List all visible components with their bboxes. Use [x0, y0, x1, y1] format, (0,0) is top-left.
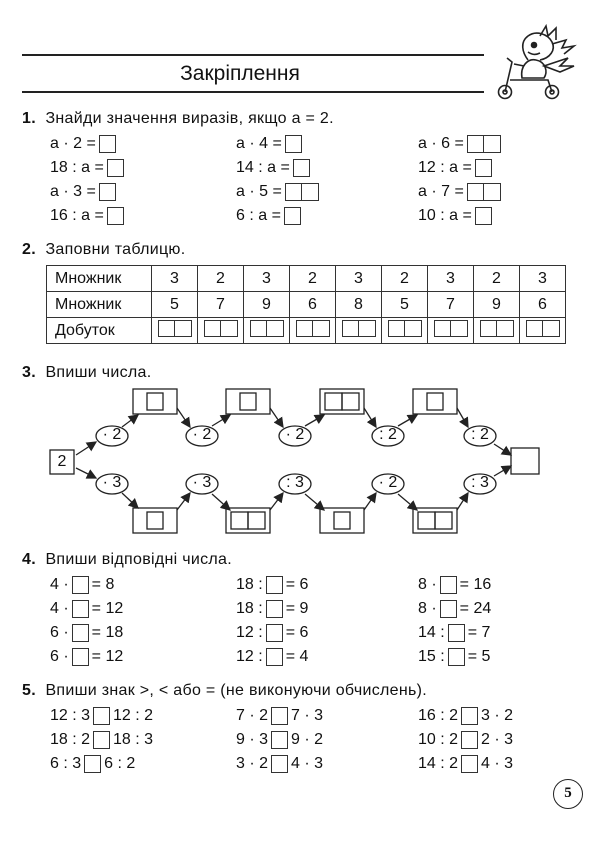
- answer-cell[interactable]: [428, 318, 474, 344]
- operation-label: · 3: [192, 474, 212, 491]
- answer-box[interactable]: [72, 624, 89, 642]
- expression-text: а · 2 =: [50, 135, 96, 152]
- expression-left: 4 ·: [50, 576, 69, 593]
- expression-right: = 5: [467, 648, 491, 665]
- task2-number: 2.: [22, 241, 36, 258]
- expression-left: 18 :: [236, 600, 263, 617]
- expression: [418, 600, 491, 618]
- expression-left: 15 :: [418, 648, 445, 665]
- sign-box[interactable]: [93, 731, 110, 749]
- expression-left: 6 ·: [50, 624, 69, 641]
- expression-text: 6 : а =: [236, 207, 281, 224]
- answer-box[interactable]: [231, 512, 248, 529]
- flow-arrow: [494, 444, 511, 455]
- page-title: Закріплення: [180, 62, 300, 85]
- flow-arrow: [305, 494, 324, 510]
- comparison: [50, 707, 153, 725]
- operation-label: : 2: [379, 426, 397, 443]
- comparison: [50, 731, 153, 749]
- answer-box[interactable]: [99, 135, 116, 153]
- task3-number: 3.: [22, 364, 36, 381]
- expression-right: = 6: [285, 576, 309, 593]
- expression: [50, 648, 123, 666]
- expression-right: = 6: [285, 624, 309, 641]
- answer-frame: [133, 508, 177, 533]
- answer-box[interactable]: [266, 600, 283, 618]
- answer-box[interactable]: [99, 183, 116, 201]
- answer-box[interactable]: [240, 393, 256, 410]
- table-cell: 5: [382, 292, 428, 318]
- answer-cell[interactable]: [520, 318, 566, 344]
- table-cell: 2: [198, 266, 244, 292]
- expression-left: 8 ·: [418, 576, 437, 593]
- table-cell: 8: [336, 292, 382, 318]
- flow-arrow: [212, 415, 230, 426]
- page-number: 5: [553, 779, 583, 809]
- table-cell: 2: [474, 266, 520, 292]
- sign-box[interactable]: [84, 755, 101, 773]
- answer-box[interactable]: [427, 393, 443, 410]
- expression: [418, 624, 490, 642]
- comparison-left: 14 : 2: [418, 755, 459, 772]
- answer-box[interactable]: [72, 600, 89, 618]
- table-cell: 3: [520, 266, 566, 292]
- flow-arrow: [457, 493, 468, 510]
- expression: [236, 648, 308, 666]
- flow-arrow: [177, 408, 190, 427]
- flow-arrow: [457, 408, 468, 427]
- comparison-left: 10 : 2: [418, 731, 459, 748]
- answer-box[interactable]: [448, 624, 465, 642]
- expression: [236, 576, 308, 594]
- answer-frame: [320, 389, 364, 414]
- answer-box[interactable]: [440, 576, 457, 594]
- answer-box[interactable]: [248, 512, 265, 529]
- comparison-right: 4 · 3: [291, 755, 324, 772]
- expression-text: а · 5 =: [236, 183, 282, 200]
- answer-cell[interactable]: [474, 318, 520, 344]
- table-cell: 3: [428, 266, 474, 292]
- flow-arrow: [212, 494, 230, 510]
- answer-box[interactable]: [147, 393, 163, 410]
- flow-arrow: [177, 493, 190, 510]
- expression: [418, 648, 490, 666]
- expression: [418, 135, 504, 153]
- expression: [50, 600, 123, 618]
- expression-text: 12 : а =: [418, 159, 472, 176]
- expression-text: а · 4 =: [236, 135, 282, 152]
- answer-box[interactable]: [285, 183, 319, 201]
- table-cell: 2: [382, 266, 428, 292]
- expression-text: 14 : а =: [236, 159, 290, 176]
- answer-frame: [413, 389, 457, 414]
- comparison-right: 6 : 2: [104, 755, 136, 772]
- expression-right: = 12: [91, 648, 124, 665]
- expression-right: = 7: [467, 624, 491, 641]
- table-cell: 2: [290, 266, 336, 292]
- flow-arrow: [270, 493, 283, 510]
- answer-frame: [320, 508, 364, 533]
- table-cell: 3: [244, 266, 290, 292]
- flow-arrow: [270, 408, 283, 427]
- answer-box[interactable]: [475, 159, 492, 177]
- expression: [236, 624, 308, 642]
- row-label: Множник: [47, 266, 152, 292]
- answer-cell[interactable]: [244, 318, 290, 344]
- answer-box[interactable]: [266, 624, 283, 642]
- comparison: [418, 731, 513, 749]
- answer-box[interactable]: [448, 648, 465, 666]
- answer-cell[interactable]: [152, 318, 198, 344]
- row-label: Множник: [47, 292, 152, 318]
- expression: [418, 576, 491, 594]
- sign-box[interactable]: [271, 707, 288, 725]
- expression-right: = 8: [91, 576, 115, 593]
- expression-left: 6 ·: [50, 648, 69, 665]
- task5-instruction: [22, 682, 427, 700]
- result-box[interactable]: [511, 448, 539, 474]
- expression: [50, 183, 119, 201]
- task3-instruction: [22, 364, 152, 382]
- operation-label: · 2: [102, 426, 122, 443]
- task3-text: Впиши числа.: [45, 364, 152, 381]
- expression: [50, 624, 123, 642]
- expression-text: а · 6 =: [418, 135, 464, 152]
- comparison-left: 18 : 2: [50, 731, 91, 748]
- task2-text: Заповни таблицю.: [45, 241, 186, 258]
- comparison-left: 16 : 2: [418, 707, 459, 724]
- header-rule-bottom: [22, 91, 484, 93]
- expression-right: = 9: [285, 600, 309, 617]
- expression: [50, 576, 114, 594]
- expression-left: 8 ·: [418, 600, 437, 617]
- comparison-right: 12 : 2: [113, 707, 154, 724]
- answer-box[interactable]: [467, 135, 501, 153]
- expression-left: 18 :: [236, 576, 263, 593]
- task4-instruction: [22, 551, 232, 569]
- answer-cell[interactable]: [290, 318, 336, 344]
- answer-box[interactable]: [435, 512, 452, 529]
- sign-box[interactable]: [93, 707, 110, 725]
- comparison: [418, 755, 513, 773]
- table-row: [47, 318, 566, 344]
- comparison: [236, 755, 323, 773]
- answer-frame: [133, 389, 177, 414]
- expression: [236, 600, 308, 618]
- answer-box[interactable]: [285, 135, 302, 153]
- expression-text: 18 : а =: [50, 159, 104, 176]
- answer-frame: [226, 389, 270, 414]
- flow-arrow: [122, 493, 138, 508]
- answer-box[interactable]: [107, 207, 124, 225]
- comparison-left: 12 : 3: [50, 707, 91, 724]
- task1-number: 1.: [22, 110, 36, 127]
- expression-right: = 12: [91, 600, 124, 617]
- task4-number: 4.: [22, 551, 36, 568]
- answer-box[interactable]: [147, 512, 163, 529]
- expression: [418, 183, 504, 201]
- task1-text: Знайди значення виразів, якщо а = 2.: [45, 110, 334, 127]
- answer-box[interactable]: [440, 600, 457, 618]
- table-row: [47, 292, 566, 318]
- expression: [236, 135, 305, 153]
- comparison-left: 3 · 2: [236, 755, 269, 772]
- table-cell: 6: [520, 292, 566, 318]
- answer-box[interactable]: [467, 183, 501, 201]
- answer-box[interactable]: [342, 393, 359, 410]
- answer-box[interactable]: [72, 576, 89, 594]
- sign-box[interactable]: [461, 755, 478, 773]
- expression: [50, 159, 127, 177]
- comparison: [418, 707, 513, 725]
- row-label: Добуток: [47, 318, 152, 344]
- sign-box[interactable]: [271, 755, 288, 773]
- answer-box[interactable]: [266, 648, 283, 666]
- table-cell: 3: [152, 266, 198, 292]
- operation-label: : 3: [286, 474, 304, 491]
- comparison-right: 7 · 3: [291, 707, 324, 724]
- answer-box[interactable]: [107, 159, 124, 177]
- expression-left: 12 :: [236, 624, 263, 641]
- answer-box[interactable]: [284, 207, 301, 225]
- answer-box[interactable]: [334, 512, 350, 529]
- expression-right: = 16: [459, 576, 492, 593]
- task4-text: Впиши відповідні числа.: [45, 551, 232, 568]
- expression: [50, 207, 127, 225]
- multiplication-table: [46, 265, 566, 344]
- answer-box[interactable]: [418, 512, 435, 529]
- expression-text: 16 : а =: [50, 207, 104, 224]
- flow-arrow: [305, 415, 324, 426]
- answer-box[interactable]: [475, 207, 492, 225]
- comparison-left: 7 · 2: [236, 707, 269, 724]
- answer-box[interactable]: [325, 393, 342, 410]
- expression-text: а · 3 =: [50, 183, 96, 200]
- sign-box[interactable]: [271, 731, 288, 749]
- answer-cell[interactable]: [198, 318, 244, 344]
- sign-box[interactable]: [461, 707, 478, 725]
- comparison-right: 4 · 3: [481, 755, 514, 772]
- answer-frame: [226, 508, 270, 533]
- comparison-left: 9 · 3: [236, 731, 269, 748]
- expression: [418, 159, 495, 177]
- answer-cell[interactable]: [382, 318, 428, 344]
- comparison: [236, 707, 323, 725]
- operation-label: · 2: [378, 474, 398, 491]
- sign-box[interactable]: [461, 731, 478, 749]
- expression-right: = 4: [285, 648, 309, 665]
- expression-left: 14 :: [418, 624, 445, 641]
- answer-cell[interactable]: [336, 318, 382, 344]
- expression-right: = 24: [459, 600, 492, 617]
- flow-arrow: [364, 493, 376, 510]
- answer-box[interactable]: [266, 576, 283, 594]
- operation-label: · 3: [102, 474, 122, 491]
- table-cell: 9: [474, 292, 520, 318]
- operation-label: · 2: [285, 426, 305, 443]
- comparison-right: 18 : 3: [113, 731, 154, 748]
- expression: [236, 207, 304, 225]
- flow-arrow: [364, 408, 376, 427]
- answer-frame: [413, 508, 457, 533]
- comparison-right: 9 · 2: [291, 731, 324, 748]
- operation-label: : 3: [471, 474, 489, 491]
- answer-box[interactable]: [293, 159, 310, 177]
- expression-right: = 18: [91, 624, 124, 641]
- expression: [236, 183, 322, 201]
- table-cell: 7: [198, 292, 244, 318]
- operation-label: : 2: [471, 426, 489, 443]
- answer-box[interactable]: [72, 648, 89, 666]
- table-cell: 7: [428, 292, 474, 318]
- header-rule-top: [22, 54, 484, 56]
- task5-number: 5.: [22, 682, 36, 699]
- task2-instruction: [22, 241, 185, 259]
- expression-text: 10 : а =: [418, 207, 472, 224]
- expression: [50, 135, 119, 153]
- comparison-left: 6 : 3: [50, 755, 82, 772]
- table-cell: 3: [336, 266, 382, 292]
- task5-text: Впиши знак >, < або = (не виконуючи обчислень).: [45, 682, 427, 699]
- start-number: 2: [57, 453, 67, 470]
- comparison: [50, 755, 135, 773]
- flow-arrow: [398, 494, 417, 510]
- table-row: [47, 266, 566, 292]
- table-cell: 9: [244, 292, 290, 318]
- table-cell: 6: [290, 292, 336, 318]
- expression-text: а · 7 =: [418, 183, 464, 200]
- flow-arrow: [398, 415, 417, 426]
- comparison-right: 2 · 3: [481, 731, 514, 748]
- expression: [236, 159, 313, 177]
- comparison-right: 3 · 2: [481, 707, 514, 724]
- expression-left: 12 :: [236, 648, 263, 665]
- operation-label: · 2: [192, 426, 212, 443]
- comparison: [236, 731, 323, 749]
- expression-left: 4 ·: [50, 600, 69, 617]
- task1-instruction: [22, 110, 334, 128]
- table-cell: 5: [152, 292, 198, 318]
- expression: [418, 207, 495, 225]
